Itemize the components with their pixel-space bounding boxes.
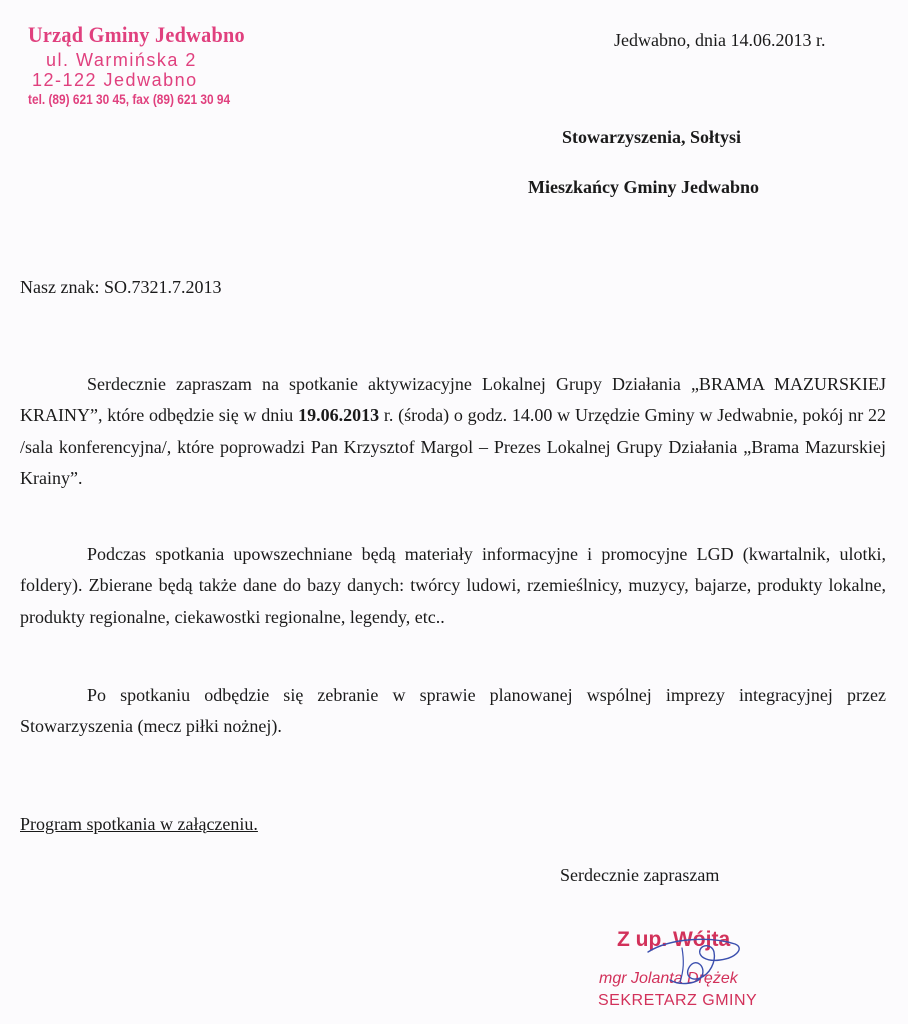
reference-number: Nasz znak: SO.7321.7.2013 <box>20 277 222 297</box>
stamp-street: ul. Warmińska 2 <box>46 50 197 70</box>
office-stamp <box>28 22 298 107</box>
recipient-line-1: Stowarzyszenia, Sołtysi <box>562 127 741 147</box>
stamp-city: 12-122 Jedwabno <box>32 70 198 90</box>
place-date: Jedwabno, dnia 14.06.2013 r. <box>614 30 826 50</box>
stamp-office-name: Urząd Gminy Jedwabno <box>28 22 245 47</box>
handwritten-signature <box>640 930 750 990</box>
signature-on-behalf: Z up. Wójta <box>617 928 731 951</box>
meeting-date: 19.06.2013 <box>298 405 380 426</box>
paragraph-materials: Podczas spotkania upowszechniane będą materiały informacyjne i promocyjne LGD (kwartalnik, ulotki, foldery). Zbierane będą także dane do bazy danych: twórcy ludowi, rzemieślnicy, muzycy, bajarze, produkty lokalne, produkty regionalne, ciekawostki regionalne, legendy, etc.. <box>20 544 886 627</box>
paragraph-invitation <box>20 369 886 495</box>
stamp-phone: tel. (89) 621 30 45, fax (89) 621 30 94 <box>28 92 231 107</box>
recipient-line-2: Mieszkańcy Gminy Jedwabno <box>528 177 760 197</box>
invitation-text-start: Serdecznie zapraszam na spotkanie aktywizacyjne Lokalnej Grupy Działania „BRAMA MAZURSKIEJ KRAINY”, które odbędzie się w dniu <box>20 374 886 426</box>
attachment-note: Program spotkania w załączeniu. <box>20 814 258 834</box>
invitation-text-end: r. (środa) o godz. 14.00 w Urzędzie Gminy w Jedwabnie, pokój nr 22 /sala konferencyjna/, które poprowadzi Pan Krzysztof Margol – Prezes Lokalnej Grupy Działania „Brama Mazurskiej Krainy”. <box>20 405 887 489</box>
closing-phrase: Serdecznie zapraszam <box>560 865 720 885</box>
signature-title: SEKRETARZ GMINY <box>598 992 758 1009</box>
signature-name: mgr Jolanta Drężek <box>599 970 738 987</box>
paragraph-after-meeting: Po spotkaniu odbędzie się zebranie w sprawie planowanej wspólnej imprezy integracyjnej przez Stowarzyszenia (mecz piłki nożnej). <box>20 685 886 737</box>
